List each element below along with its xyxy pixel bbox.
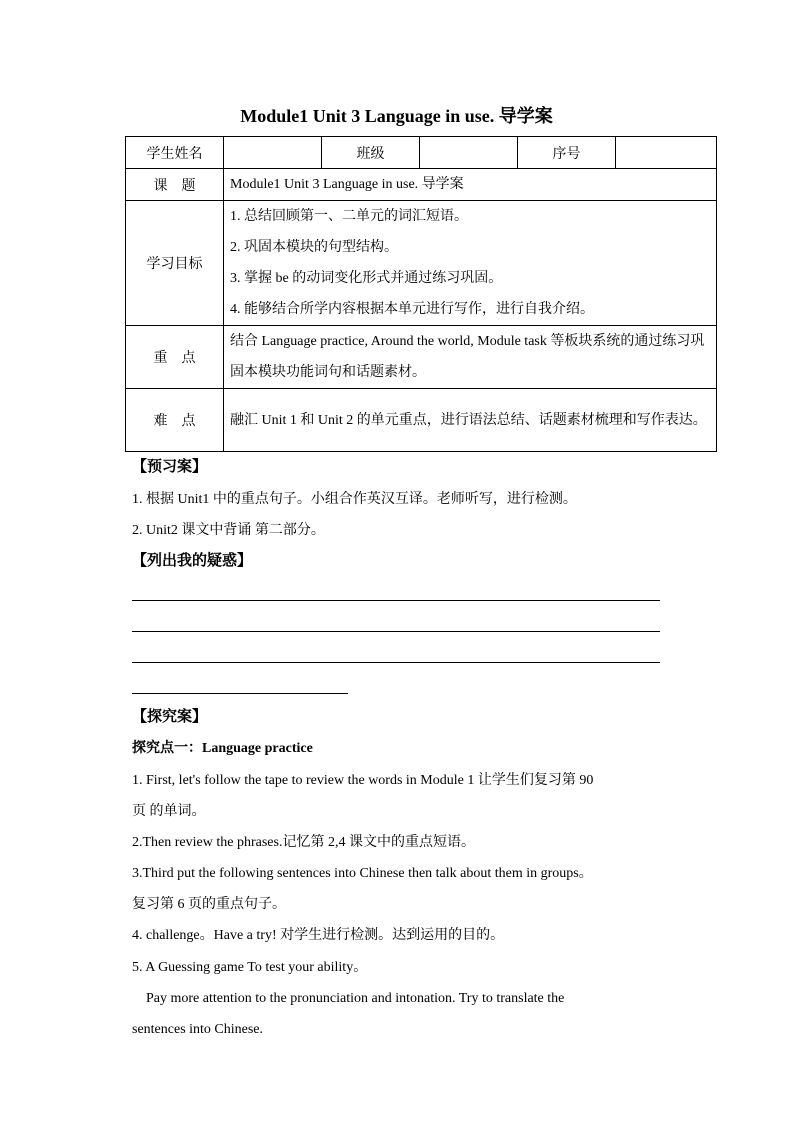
explore-line: Pay more attention to the pronunciation and intonation. Try to translate the [132, 991, 565, 1006]
class-field[interactable] [420, 137, 518, 169]
topic-value: Module1 Unit 3 Language in use. 导学案 [224, 169, 717, 201]
explore-line: 3.Third put the following sentences into Chinese then talk about them in groups。 [132, 866, 593, 881]
goals-label: 学习目标 [126, 201, 224, 326]
seat-number-label: 序号 [518, 137, 616, 169]
explore-point-title: 探究点一：Language practice [132, 741, 313, 756]
goal-item: 2. 巩固本模块的句型结构。 [230, 240, 398, 255]
preview-item: 1. 根据 Unit1 中的重点句子。小组合作英汉互译。老师听写，进行检测。 [132, 492, 577, 507]
answer-line[interactable] [132, 631, 660, 632]
goals-list [224, 201, 717, 326]
key-points-label: 重 点 [126, 326, 224, 389]
info-table [125, 136, 717, 452]
page-title: Module1 Unit 3 Language in use. 导学案 [240, 106, 553, 126]
seat-number-field[interactable] [616, 137, 717, 169]
preview-heading: 【预习案】 [132, 459, 208, 475]
explore-line: 复习第 6 页的重点句子。 [132, 897, 286, 912]
difficulty-value: 融汇 Unit 1 和 Unit 2 的单元重点，进行语法总结、话题素材梳理和写作表达。 [224, 389, 717, 452]
student-name-label: 学生姓名 [126, 137, 224, 169]
difficulty-label: 难 点 [126, 389, 224, 452]
explore-line: 页 的单词。 [132, 804, 206, 819]
goal-item: 1. 总结回顾第一、二单元的词汇短语。 [230, 209, 468, 224]
answer-line[interactable] [132, 662, 660, 663]
goal-item: 4. 能够结合所学内容根据本单元进行写作，进行自我介绍。 [230, 302, 594, 317]
class-label: 班级 [322, 137, 420, 169]
answer-line[interactable] [132, 600, 660, 601]
key-points-value: 结合 Language practice, Around the world, Module task 等板块系统的通过练习巩固本模块功能词句和话题素材。 [224, 326, 717, 389]
explore-heading: 【探究案】 [132, 709, 208, 725]
doubts-heading: 【列出我的疑惑】 [132, 553, 253, 569]
student-name-field[interactable] [224, 137, 322, 169]
goal-item: 3. 掌握 be 的动词变化形式并通过练习巩固。 [230, 271, 503, 286]
explore-line: 4. challenge。Have a try! 对学生进行检测。达到运用的目的。 [132, 928, 505, 943]
explore-line: 1. First, let's follow the tape to review the words in Module 1 让学生们复习第 90 [132, 773, 594, 788]
explore-line: 5. A Guessing game To test your ability。 [132, 960, 368, 975]
explore-line: 2.Then review the phrases.记忆第 2,4 课文中的重点短语。 [132, 835, 475, 850]
preview-item: 2. Unit2 课文中背诵 第二部分。 [132, 523, 325, 538]
explore-line: sentences into Chinese. [132, 1022, 264, 1037]
topic-label: 课 题 [126, 169, 224, 201]
answer-line[interactable] [132, 693, 348, 694]
